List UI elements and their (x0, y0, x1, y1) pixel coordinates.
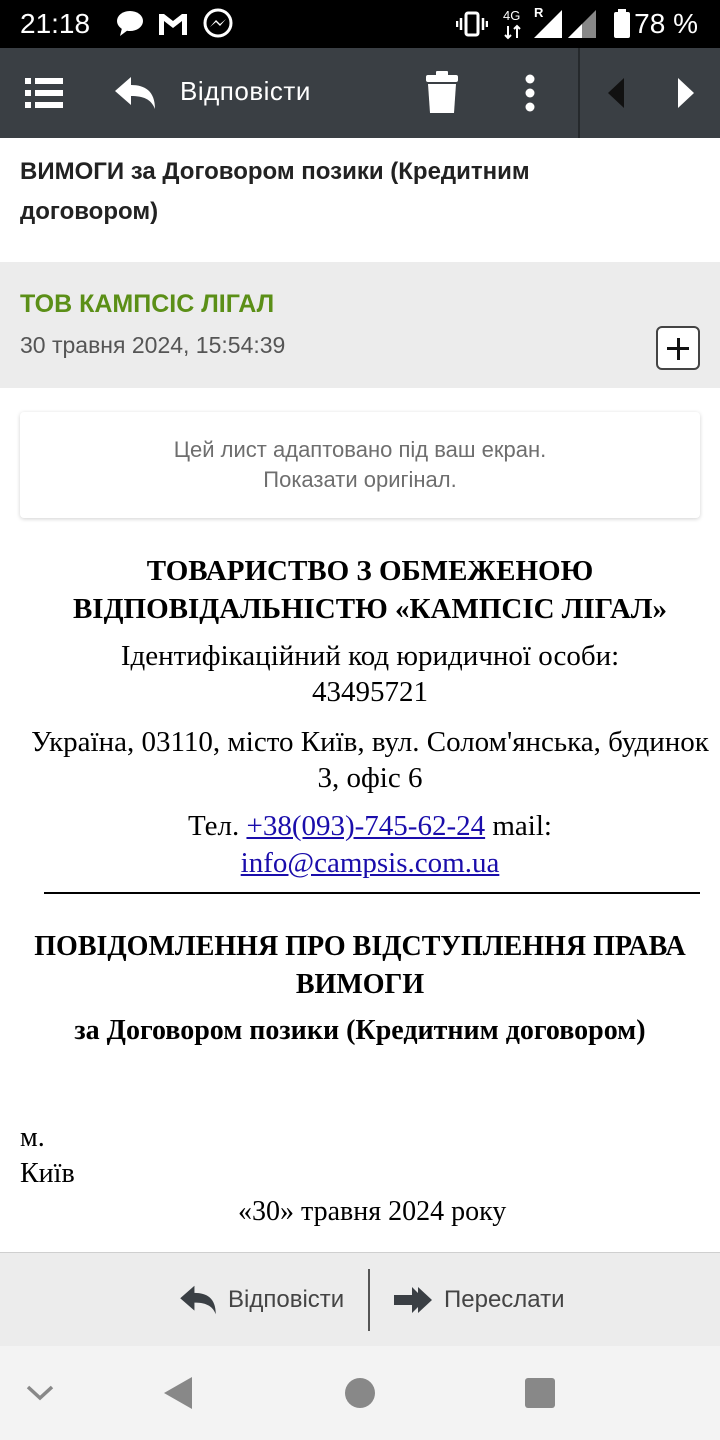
letter-date: «30» травня 2024 року (238, 1196, 507, 1227)
city (20, 1120, 120, 1192)
back-nav-icon[interactable] (158, 1346, 198, 1440)
message-subject: ВИМОГИ за Договором позики (Кредитним договором) (20, 158, 530, 225)
vibrate-icon (456, 8, 488, 44)
email-link[interactable]: info@campsis.com.ua (240, 847, 500, 879)
trash-icon[interactable] (420, 48, 464, 138)
system-nav-bar (0, 1346, 720, 1440)
gmail-icon (156, 8, 190, 44)
svg-text:R: R (534, 5, 544, 20)
reply-button-label[interactable]: Відповісти (180, 76, 311, 106)
horizontal-rule (44, 892, 700, 894)
company-code-value: 43495721 (312, 676, 428, 708)
notification-title: ПОВІДОМЛЕННЯ ПРО ВІДСТУПЛЕННЯ ПРАВА ВИМОГИ (34, 931, 686, 1000)
mail-label: mail: (492, 810, 552, 842)
adapted-view-notice[interactable] (20, 412, 700, 518)
signal-2-icon (566, 6, 598, 44)
action-bar-separator (368, 1269, 370, 1331)
city-name: Київ (20, 1158, 75, 1189)
status-bar (0, 0, 720, 48)
bottom-forward-button[interactable] (394, 1253, 565, 1347)
city-prefix: м. (20, 1122, 45, 1153)
bottom-reply-button[interactable] (178, 1253, 344, 1347)
next-message-icon[interactable] (666, 48, 706, 138)
notice-text: Цей лист адаптовано під ваш екран. (173, 437, 547, 462)
bottom-action-bar (0, 1252, 720, 1346)
reply-icon[interactable] (110, 48, 160, 138)
sender-header (0, 262, 720, 388)
recents-nav-icon[interactable] (520, 1346, 560, 1440)
show-original-link[interactable]: Показати оригінал. (263, 467, 457, 492)
svg-text:4G: 4G (503, 8, 521, 23)
more-options-icon[interactable] (510, 48, 550, 138)
previous-message-icon[interactable] (596, 48, 636, 138)
battery-percent: 78 % (634, 8, 698, 39)
company-address: Україна, 03110, місто Київ, вул. Солом'янська, будинок 3, офіс 6 (31, 726, 709, 794)
network-type-icon (502, 6, 526, 46)
message-date: 30 травня 2024, 15:54:39 (20, 332, 286, 358)
toolbar-divider (578, 48, 580, 138)
reply-icon (178, 1284, 218, 1316)
chat-bubble-icon (114, 8, 146, 44)
status-time: 21:18 (20, 8, 91, 39)
tel-label: Тел. (188, 810, 240, 842)
menu-icon[interactable] (20, 48, 70, 138)
bottom-reply-label: Відповісти (228, 1286, 345, 1313)
messenger-icon (202, 8, 234, 44)
message-toolbar (0, 48, 720, 138)
expand-details-button[interactable] (656, 326, 700, 370)
sender-name[interactable]: ТОВ КАМПСІС ЛІГАЛ (20, 290, 275, 318)
battery-icon (612, 8, 632, 44)
chevron-down-icon[interactable] (20, 1346, 60, 1440)
company-name: ТОВАРИСТВО З ОБМЕЖЕНОЮ ВІДПОВІДАЛЬНІСТЮ «КАМПСІС ЛІГАЛ» (72, 555, 668, 625)
signal-icon (530, 4, 566, 44)
company-contacts (30, 808, 710, 882)
company-code (30, 638, 710, 710)
notification-subtitle: за Договором позики (Кредитним договором) (74, 1015, 646, 1046)
bottom-forward-label: Переслати (444, 1286, 565, 1313)
company-code-label: Ідентифікаційний код юридичної особи: (120, 640, 620, 672)
forward-icon (394, 1285, 434, 1315)
phone-link[interactable]: +38(093)-745-62-24 (246, 810, 486, 842)
home-nav-icon[interactable] (340, 1346, 380, 1440)
